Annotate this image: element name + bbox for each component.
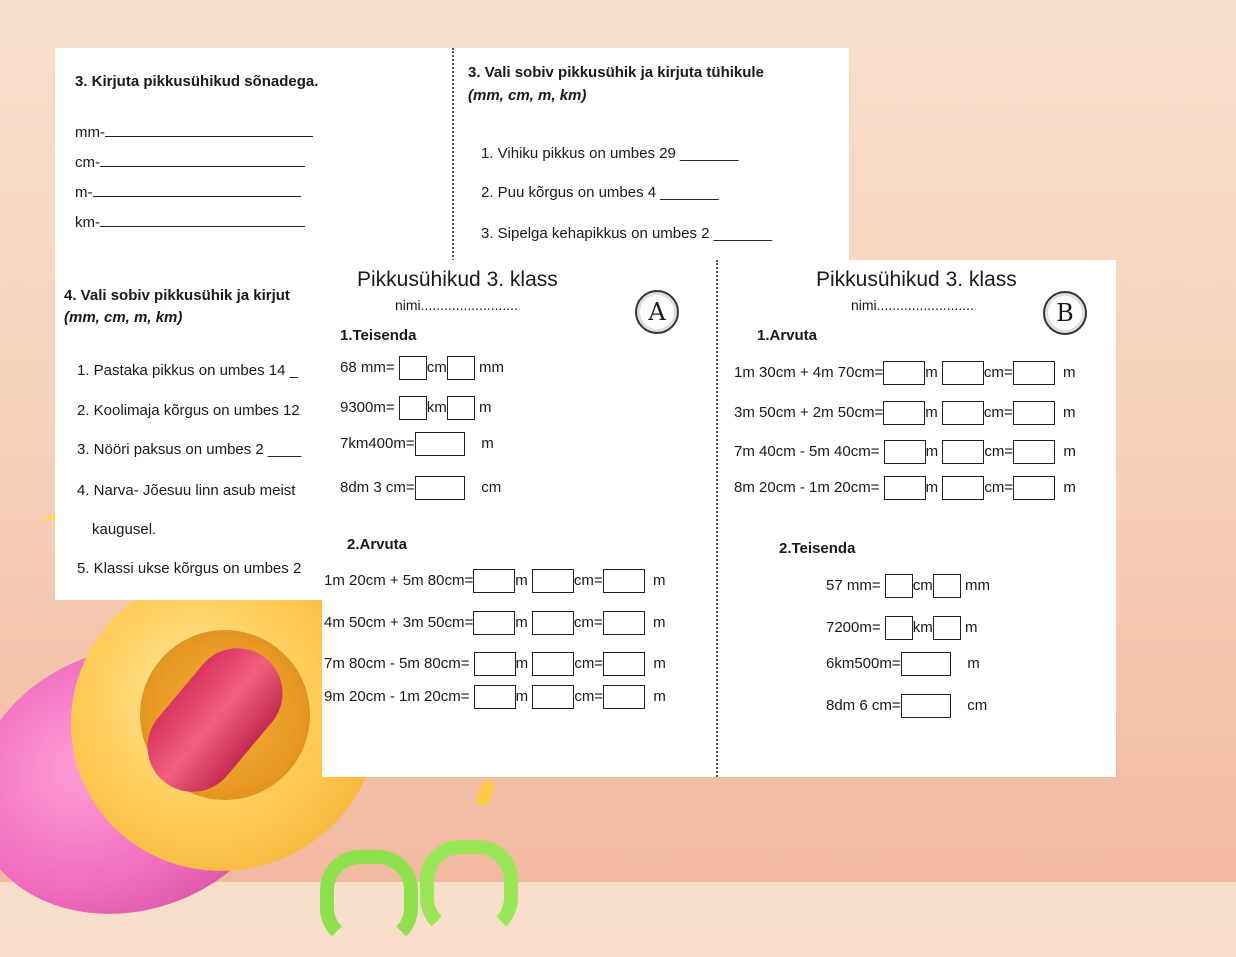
section-heading: 1.Arvuta (757, 327, 818, 344)
answer-box[interactable] (399, 356, 427, 380)
divider (716, 260, 718, 777)
calc-row: 7m 40cm - 5m 40cm= m cm= m (734, 440, 1076, 464)
calc-row: 8m 20cm - 1m 20cm= m cm= m (734, 476, 1076, 500)
answer-box[interactable] (447, 396, 475, 420)
green-shape-decoration (420, 840, 518, 938)
answer-box[interactable] (933, 616, 961, 640)
calc-row: 7m 80cm - 5m 80cm= m cm= m (324, 652, 666, 676)
exercise-item: 2. Koolimaja kõrgus on umbes 12 (77, 402, 300, 419)
answer-box[interactable] (473, 611, 515, 635)
exercise-item: 4. Narva- Jõesuu linn asub meist (77, 482, 296, 499)
calc-row: 1m 30cm + 4m 70cm= m cm= m (734, 361, 1076, 385)
worksheet-title: Pikkusühikud 3. klass (357, 268, 558, 291)
convert-row: 8dm 6 cm= cm (826, 694, 987, 718)
answer-box[interactable] (942, 401, 984, 425)
answer-box[interactable] (1013, 401, 1055, 425)
answer-box[interactable] (474, 685, 516, 709)
answer-box[interactable] (603, 652, 645, 676)
exercise-item: kaugusel. (92, 521, 157, 538)
answer-box[interactable] (415, 476, 465, 500)
unit-line: cm- (75, 152, 305, 171)
section-heading: 2.Teisenda (779, 540, 856, 557)
exercise-item: 3. Nööri paksus on umbes 2 ____ (77, 441, 302, 458)
answer-box[interactable] (415, 432, 465, 456)
answer-box[interactable] (532, 611, 574, 635)
answer-box[interactable] (1013, 440, 1055, 464)
exercise-heading: 4. Vali sobiv pikkusühik ja kirjut (64, 287, 290, 304)
convert-row: 9300m= km m (340, 396, 491, 420)
name-line: nimi......................... (851, 297, 974, 313)
answer-box[interactable] (603, 569, 645, 593)
exercise-units: (mm, cm, m, km) (468, 87, 587, 104)
section-heading: 1.Teisenda (340, 327, 417, 344)
exercise-item: 3. Sipelga kehapikkus on umbes 2 _______ (481, 225, 773, 242)
answer-box[interactable] (447, 356, 475, 380)
answer-box[interactable] (942, 361, 984, 385)
convert-row: 68 mm= cm mm (340, 356, 504, 380)
answer-box[interactable] (1013, 476, 1055, 500)
unit-line: m- (75, 182, 301, 201)
answer-box[interactable] (603, 685, 645, 709)
answer-box[interactable] (884, 440, 926, 464)
answer-box[interactable] (399, 396, 427, 420)
answer-box[interactable] (883, 401, 925, 425)
exercise-item: 1. Pastaka pikkus on umbes 14 _ (77, 362, 298, 379)
calc-row: 4m 50cm + 3m 50cm= m cm= m (324, 611, 666, 635)
answer-box[interactable] (885, 574, 913, 598)
answer-box[interactable] (532, 652, 574, 676)
convert-row: 7km400m= m (340, 432, 494, 456)
green-shape-decoration (320, 850, 418, 948)
unit-line: km- (75, 212, 305, 231)
star-decoration (474, 778, 496, 807)
convert-row: 6km500m= m (826, 652, 980, 676)
unit-line: mm- (75, 122, 313, 141)
calc-row: 1m 20cm + 5m 80cm= m cm= m (324, 569, 666, 593)
exercise-item: 5. Klassi ukse kõrgus on umbes 2 (77, 560, 302, 577)
convert-row: 8dm 3 cm= cm (340, 476, 501, 500)
exercise-item: 1. Vihiku pikkus on umbes 29 _______ (481, 145, 739, 162)
worksheet-front (322, 260, 1116, 777)
calc-row: 9m 20cm - 1m 20cm= m cm= m (324, 685, 666, 709)
worksheet-title: Pikkusühikud 3. klass (816, 268, 1017, 291)
answer-box[interactable] (883, 361, 925, 385)
answer-box[interactable] (603, 611, 645, 635)
answer-box[interactable] (532, 569, 574, 593)
answer-box[interactable] (933, 574, 961, 598)
convert-row: 7200m= km m (826, 616, 977, 640)
variant-b-badge: B (1043, 291, 1087, 335)
exercise-heading: 3. Kirjuta pikkusühikud sõnadega. (75, 73, 319, 90)
exercise-units: (mm, cm, m, km) (64, 309, 183, 326)
exercise-item: 2. Puu kõrgus on umbes 4 _______ (481, 184, 719, 201)
name-line: nimi......................... (395, 297, 518, 313)
calc-row: 3m 50cm + 2m 50cm= m cm= m (734, 401, 1076, 425)
answer-box[interactable] (901, 652, 951, 676)
convert-row: 57 mm= cm mm (826, 574, 990, 598)
answer-box[interactable] (474, 652, 516, 676)
answer-box[interactable] (942, 440, 984, 464)
answer-box[interactable] (473, 569, 515, 593)
answer-box[interactable] (532, 685, 574, 709)
answer-box[interactable] (885, 616, 913, 640)
answer-box[interactable] (884, 476, 926, 500)
exercise-heading: 3. Vali sobiv pikkusühik ja kirjuta tühikule (468, 64, 764, 81)
variant-a-badge: A (635, 290, 679, 334)
answer-box[interactable] (1013, 361, 1055, 385)
answer-box[interactable] (942, 476, 984, 500)
section-heading: 2.Arvuta (347, 536, 408, 553)
answer-box[interactable] (901, 694, 951, 718)
